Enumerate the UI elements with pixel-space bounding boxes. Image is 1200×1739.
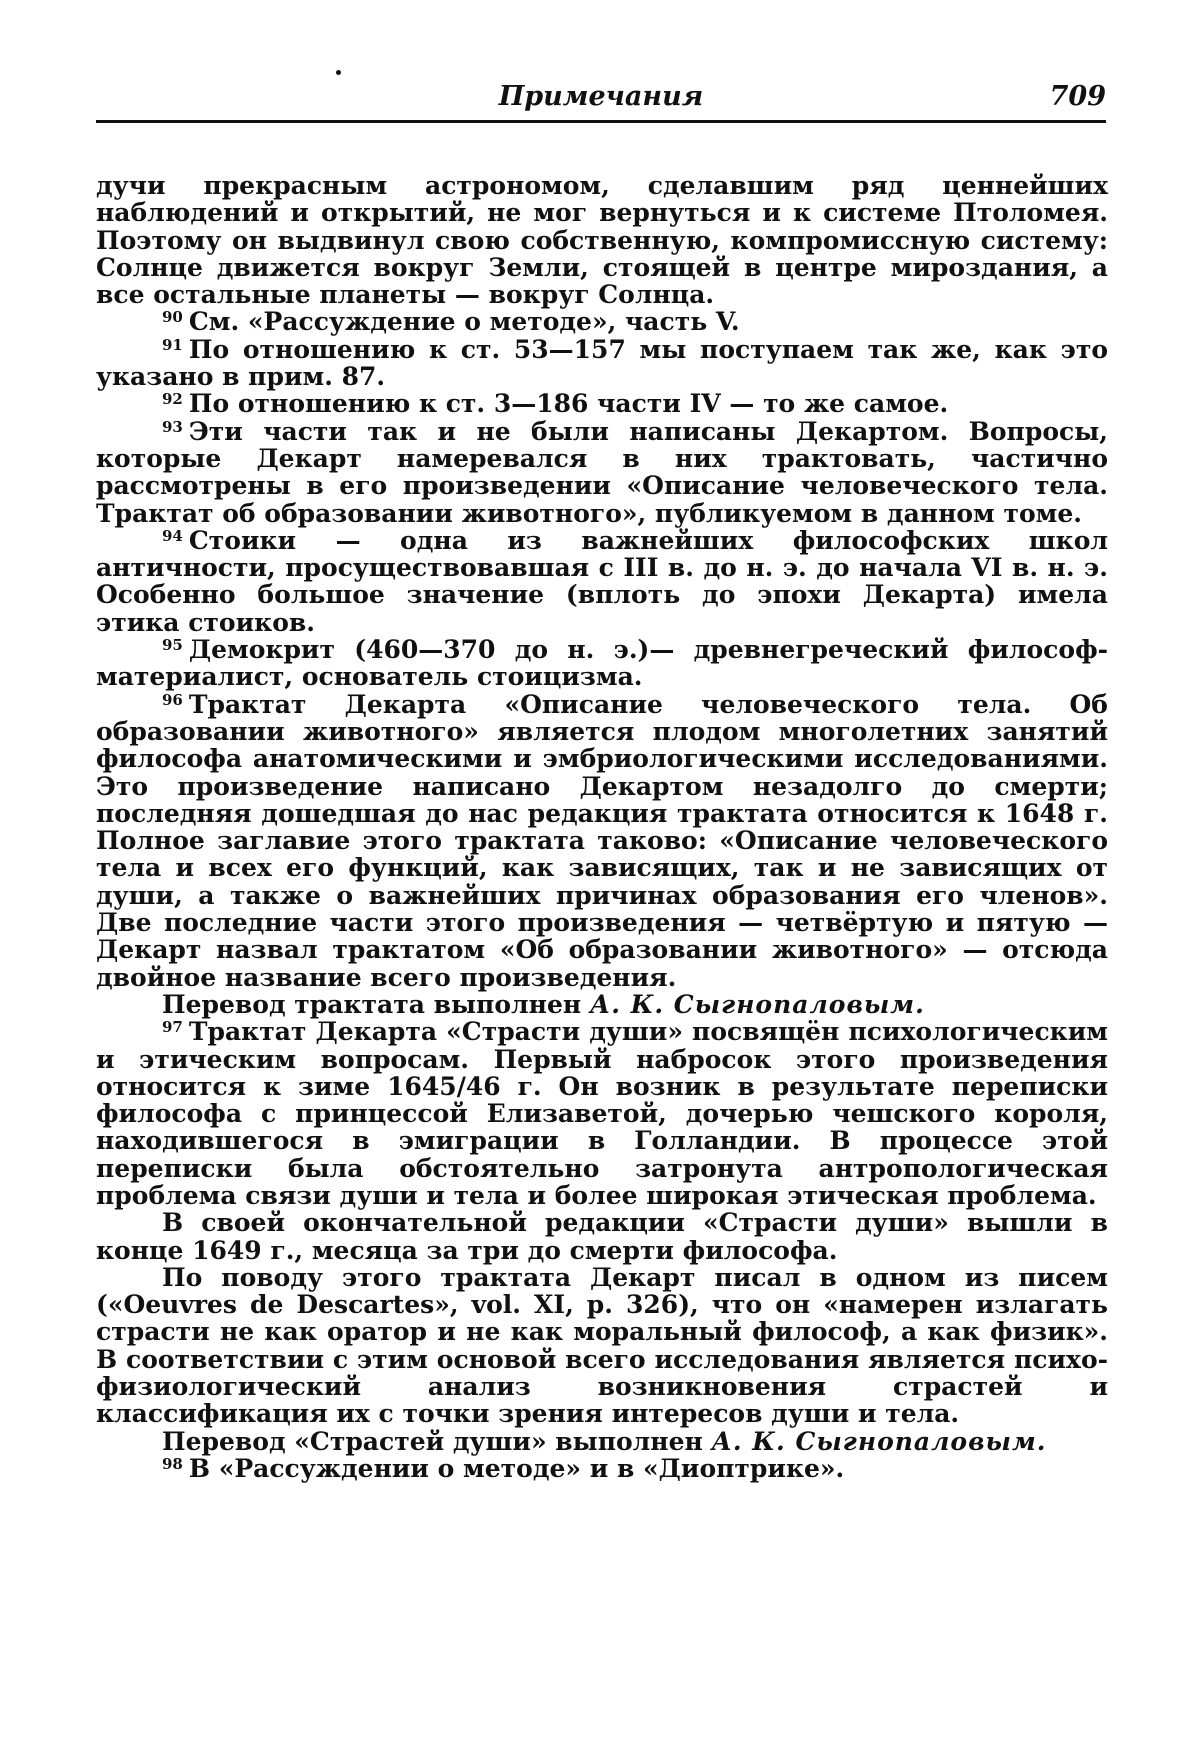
translator-credit (96, 991, 1108, 1018)
note-97 (96, 1018, 1108, 1209)
note-text: Демокрит (460—370 до н. э.)— древнегреческий философ-материалист, основатель стоицизма. (96, 635, 1108, 692)
note-text: По отношению к ст. 3—186 части IV — то же самое. (188, 389, 949, 419)
note-90 (96, 308, 1108, 335)
note-text: См. «Рассуждение о методе», часть V. (188, 307, 740, 337)
notes-body (96, 172, 1108, 1482)
note-97-continued (96, 1209, 1108, 1264)
note-number: 91 (162, 335, 183, 354)
note-number: 98 (162, 1454, 183, 1473)
note-continuation (96, 172, 1108, 308)
note-number: 95 (162, 636, 183, 655)
translator-name: А. К. Сыгнопаловым. (711, 1426, 1047, 1456)
note-text: Трактат Декарта «Страсти души» посвящён психологическим и этическим вопросам. Первый набросок этого произведения относится к зиме 1645/46 г. Он возник в результате переписки философа с принцессой Елизаветой, дочерью чешского короля, находившегося в эмиграции в Голландии. В процессе этой переписки была обстоятельно затронута антропологическая проблема связи души и тела и более широкая этическая проблема. (96, 1017, 1108, 1210)
note-94 (96, 527, 1108, 636)
note-91 (96, 336, 1108, 391)
page-number: 709 (1049, 81, 1106, 112)
print-speck (336, 70, 341, 75)
note-96 (96, 691, 1108, 991)
note-text: По поводу этого трактата Декарт писал в одном из писем («Oeuvres de Descartes», vol. XI, p. 326), что он «намерен излагать страсти не как оратор и не как моральный философ, а как физик». В соответствии с этим основой всего исследования является психо-физиологический анализ возникновения страстей и классификация их с точки зрения интересов души и тела. (96, 1262, 1108, 1429)
translator-credit (96, 1428, 1108, 1455)
note-number: 90 (162, 308, 183, 327)
note-92 (96, 390, 1108, 417)
note-text: В своей окончательной редакции «Страсти души» вышли в конце 1649 г., месяца за три до смерти философа. (96, 1208, 1108, 1265)
note-93 (96, 418, 1108, 527)
note-number: 92 (162, 390, 183, 409)
note-95 (96, 636, 1108, 691)
translator-name: А. К. Сыгнопаловым. (589, 989, 925, 1019)
note-number: 96 (162, 690, 183, 709)
note-text: Трактат Декарта «Описание человеческого тела. Об образовании животного» является плодом многолетних занятий философа анатомическими и эмбриологическими исследованиями. Это произведение написано Декартом незадолго до смерти; последняя дошедшая до нас редакция трактата относится к 1648 г. Полное заглавие этого трактата таково: «Описание человеческого тела и всех его функций, как зависящих, так и не зависящих от души, а также о важнейших причинах образования его членов». Две последние части этого произведения — четвёртую и пятую — Декарт назвал трактатом «Об образовании животного» — отсюда двойное название всего произведения. (96, 689, 1108, 992)
note-97-continued (96, 1264, 1108, 1428)
note-text: Эти части так и не были написаны Декартом. Вопросы, которые Декарт намеревался в них трактовать, частично рассмотрены в его произведении «Описание человеческого тела. Трактат об образовании животного», публикуемом в данном томе. (96, 416, 1108, 528)
note-text: По отношению к ст. 53—157 мы поступаем так же, как это указано в прим. 87. (96, 334, 1108, 392)
note-number: 97 (162, 1018, 183, 1037)
header-rule (96, 120, 1106, 123)
note-text: Перевод «Страстей души» выполнен (162, 1426, 703, 1456)
note-number: 94 (162, 526, 183, 545)
note-text: дучи прекрасным астрономом, сделавшим ряд ценнейших наблюдений и открытий, не мог вернуться и к системе Птоломея. Поэтому он выдвинул свою собственную, компромиссную систему: Солнце движется вокруг Земли, стоящей в центре мироздания, а все остальные планеты — вокруг Солнца. (96, 171, 1108, 310)
note-98 (96, 1455, 1108, 1482)
note-text: Стоики — одна из важнейших философских школ античности, просуществовавшая с III в. до н. э. до начала VI в. н. э. Особенно большое значение (вплоть до эпохи Декарта) имела этика стоиков. (96, 525, 1108, 637)
note-text: Перевод трактата выполнен (162, 989, 582, 1019)
note-text: В «Рассуждении о методе» и в «Диоптрике». (188, 1453, 845, 1483)
running-head: Примечания (498, 81, 704, 112)
page-header (96, 80, 1106, 122)
note-number: 93 (162, 417, 183, 436)
